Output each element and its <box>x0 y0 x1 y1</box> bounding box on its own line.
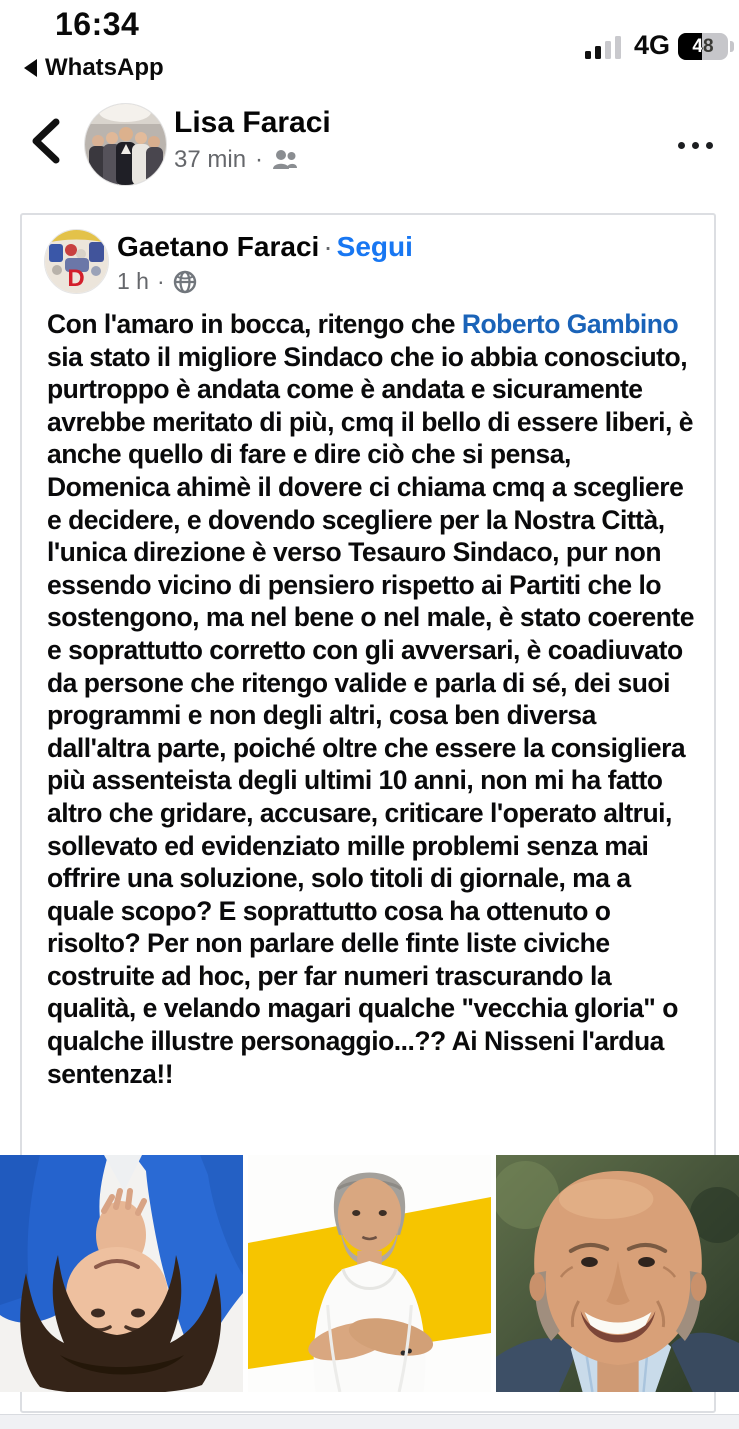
battery-icon <box>678 33 728 60</box>
shared-author-name[interactable]: Gaetano Faraci <box>117 231 320 262</box>
svg-text:D: D <box>67 265 85 292</box>
meta-separator: · <box>255 146 264 173</box>
back-to-whatsapp-button[interactable] <box>24 54 164 82</box>
friends-icon <box>272 149 298 171</box>
photo-upside-down-woman[interactable] <box>0 1155 243 1392</box>
shared-post-meta <box>117 268 197 295</box>
photo-man-yellow-banner[interactable] <box>248 1155 491 1392</box>
more-options-button[interactable] <box>672 136 719 155</box>
post-text-before-link: Con l'amaro in bocca, ritengo che <box>47 309 462 339</box>
photo-bald-smiling-man[interactable] <box>496 1155 739 1392</box>
bottom-page-strip <box>0 1414 739 1429</box>
back-triangle-icon <box>24 59 37 77</box>
avatar-gaetano-faraci[interactable] <box>44 229 109 294</box>
clock-time: 16:34 <box>55 6 140 42</box>
shared-timestamp: 1 h <box>117 268 149 294</box>
photo-attachment-row <box>0 1155 739 1392</box>
post-body-text <box>47 308 697 1160</box>
post-text-after-link: sia stato il migliore Sindaco che io abbia conosciuto, purtroppo è andata come è andata e sicuramente avrebbe meritato di più, cmq il bello di essere liberi, è anche quello di fare e dire ciò che si pensa, Domenica ahimè il dovere ci chiama cmq a scegliere e decidere, e dovendo scegliere per la Nostra Città, l'unica direzione è verso Tesauro Sindaco, pur non essendo vicino di pensiero rispetto ai Partiti che lo sostengono, ma nel bene o nel male, è stato coerente e soprattutto corretto con gli avversari, è coadiuvato da persone che ritengo valide e parla di sé, dei suoi programmi e non degli altri, cosa ben diversa dall'altra parte, poiché oltre che essere la consigliera più assenteista degli ultimi 10 anni, non mi ha fatto altro che gridare, accusare, criticare l'operato altrui, sollevato ed evidenziato mille problemi senza mai offrire una soluzione, solo titoli di giornale, ma a quale scopo? E soprattutto cosa ha ottenuto o risolto? Per non parlare delle finte liste civiche costruite ad hoc, per far numeri trascurando la qualità, e velando magari qualche "vecchia gloria" o qualche illustre personaggio...?? Ai Nisseni l'ardua sentenza!! <box>47 341 694 1089</box>
name-separator: · <box>323 231 333 262</box>
shared-meta-separator: · <box>156 268 165 294</box>
post-inline-link[interactable]: Roberto Gambino <box>461 309 679 339</box>
post-author-name[interactable]: Lisa Faraci <box>174 106 331 139</box>
back-button[interactable] <box>26 116 66 166</box>
globe-icon <box>173 270 197 294</box>
network-type-label: 4G <box>634 30 671 60</box>
shared-author-row <box>117 231 413 263</box>
back-app-label: WhatsApp <box>45 54 164 81</box>
battery-nub <box>730 41 734 52</box>
avatar-lisa-faraci[interactable] <box>84 103 167 186</box>
post-timestamp: 37 min <box>174 146 247 173</box>
follow-button[interactable]: Segui <box>336 231 413 262</box>
signal-bars-icon <box>585 36 621 59</box>
battery-percent-label: 48 <box>692 35 714 57</box>
post-meta <box>174 146 298 174</box>
